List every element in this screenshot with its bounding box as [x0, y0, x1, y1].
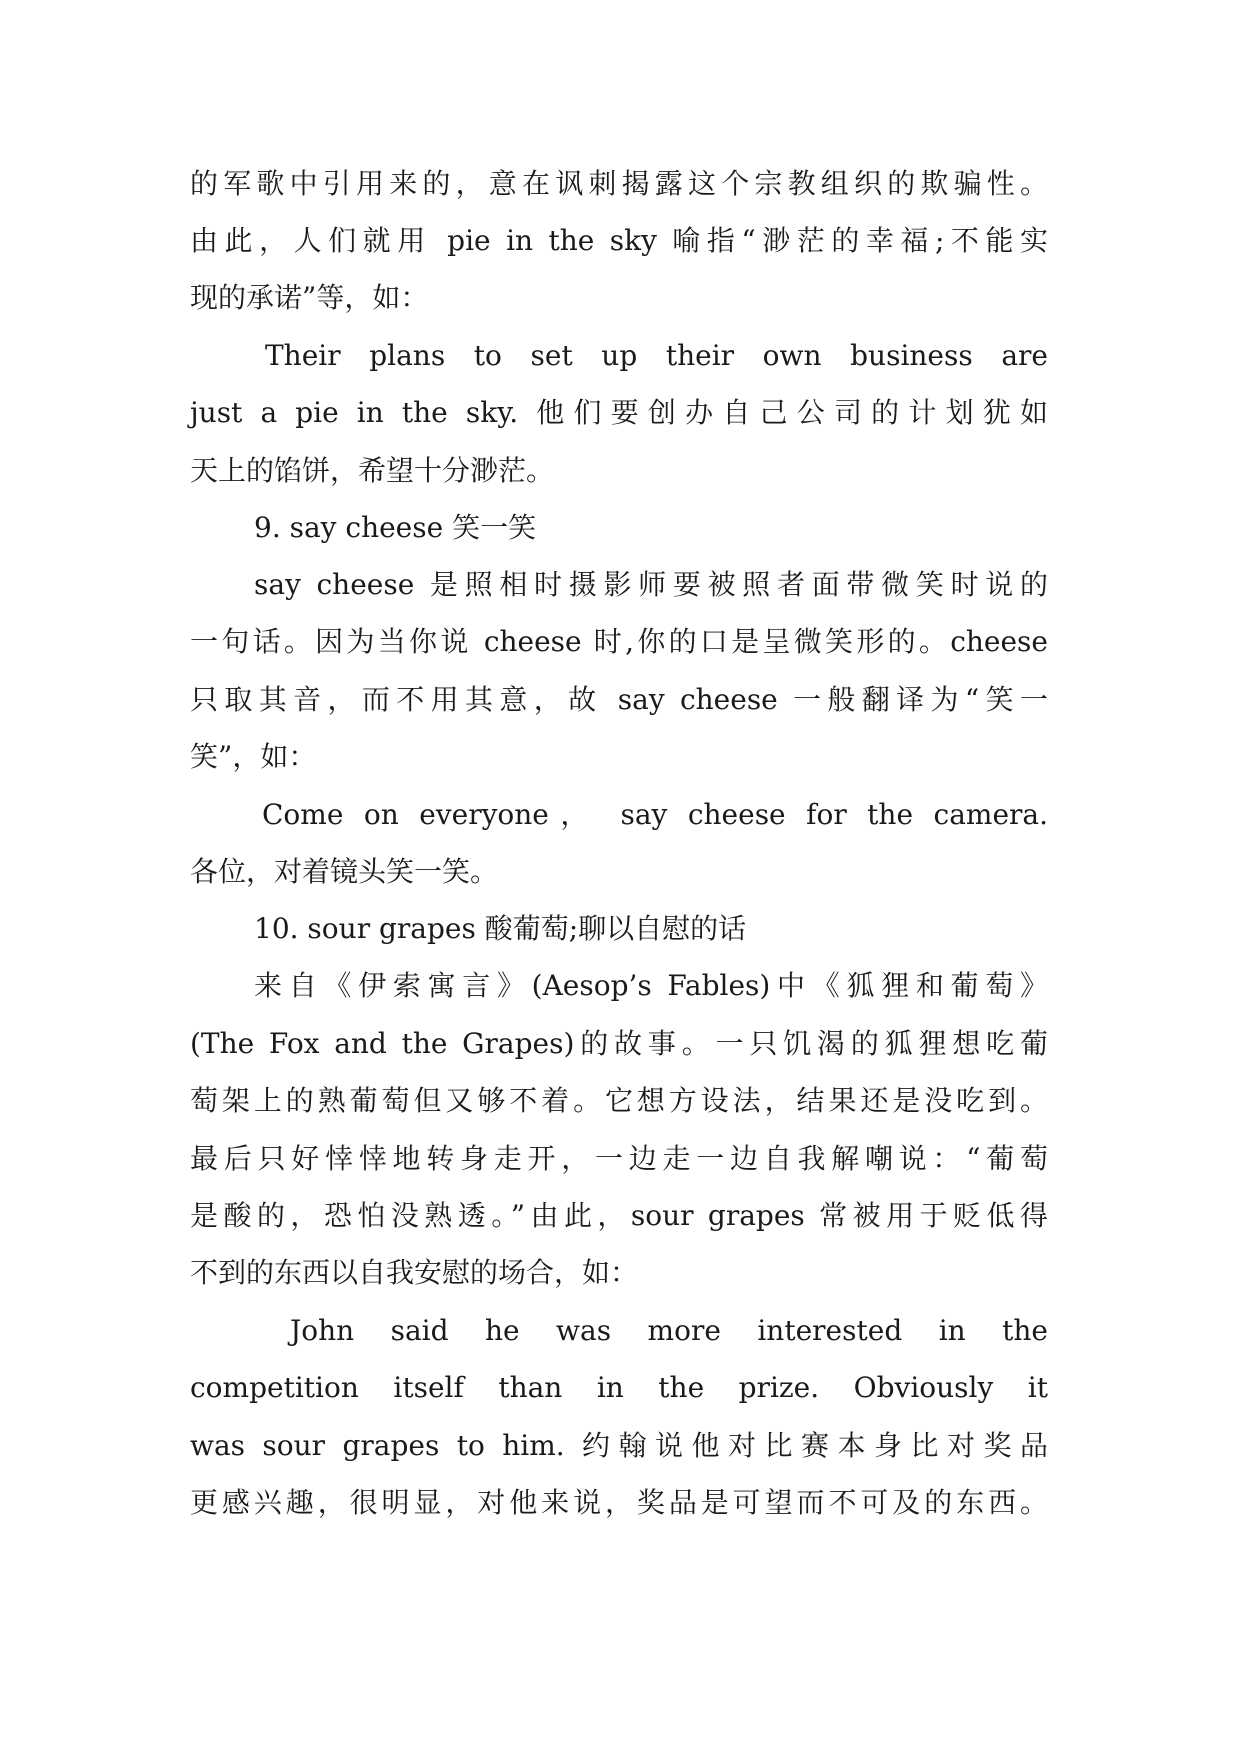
text-line: competition itself than in the prize. Obviously it — [190, 1371, 1048, 1404]
text-line: 各位，对着镜头笑一笑。 — [190, 855, 499, 888]
text-line: 只取其音，而不用其意，故 say cheese 一般翻译为“笑一 — [190, 683, 1048, 716]
text-line: was sour grapes to him. 约翰说他对比赛本身比对奖品 — [190, 1429, 1048, 1462]
text-line: 笑”，如： — [190, 740, 317, 773]
text-line: 天上的馅饼，希望十分渺茫。 — [190, 454, 555, 487]
text-line: Their plans to set up their own business are — [265, 339, 1048, 372]
text-line: 更感兴趣，很明显，对他来说，奖品是可望而不可及的东西。 — [190, 1486, 1048, 1519]
section-heading: 10. sour grapes 酸葡萄;聊以自慰的话 — [254, 912, 747, 945]
text-line: 的军歌中引用来的，意在讽刺揭露这个宗教组织的欺骗性。 — [190, 167, 1048, 200]
text-line: just a pie in the sky. 他们要创办自己公司的计划犹如 — [190, 396, 1048, 429]
text-line: say cheese 是照相时摄影师要被照者面带微笑时说的 — [254, 568, 1048, 601]
text-line: 是酸的，恐怕没熟透。”由此，sour grapes 常被用于贬低得 — [190, 1199, 1048, 1232]
text-line: 最后只好悻悻地转身走开，一边走一边自我解嘲说：“葡萄 — [190, 1142, 1048, 1175]
text-line: 不到的东西以自我安慰的场合，如： — [190, 1256, 639, 1289]
text-line: 萄架上的熟葡萄但又够不着。它想方设法，结果还是没吃到。 — [190, 1084, 1048, 1117]
text-line: John said he was more interested in the — [290, 1314, 1048, 1347]
text-line: 由此，人们就用 pie in the sky 喻指“渺茫的幸福;不能实 — [190, 224, 1048, 257]
text-line: 现的承诺”等，如： — [190, 281, 429, 314]
text-line: 来自《伊索寓言》(Aesop’s Fables)中《狐狸和葡萄》 — [254, 969, 1048, 1002]
text-line: (The Fox and the Grapes)的故事。一只饥渴的狐狸想吃葡 — [190, 1027, 1048, 1060]
section-heading: 9. say cheese 笑一笑 — [254, 511, 537, 544]
text-line: Come on everyone， say cheese for the camera. — [262, 798, 1048, 831]
text-line: 一句话。因为当你说 cheese 时,你的口是呈微笑形的。cheese — [190, 625, 1048, 658]
